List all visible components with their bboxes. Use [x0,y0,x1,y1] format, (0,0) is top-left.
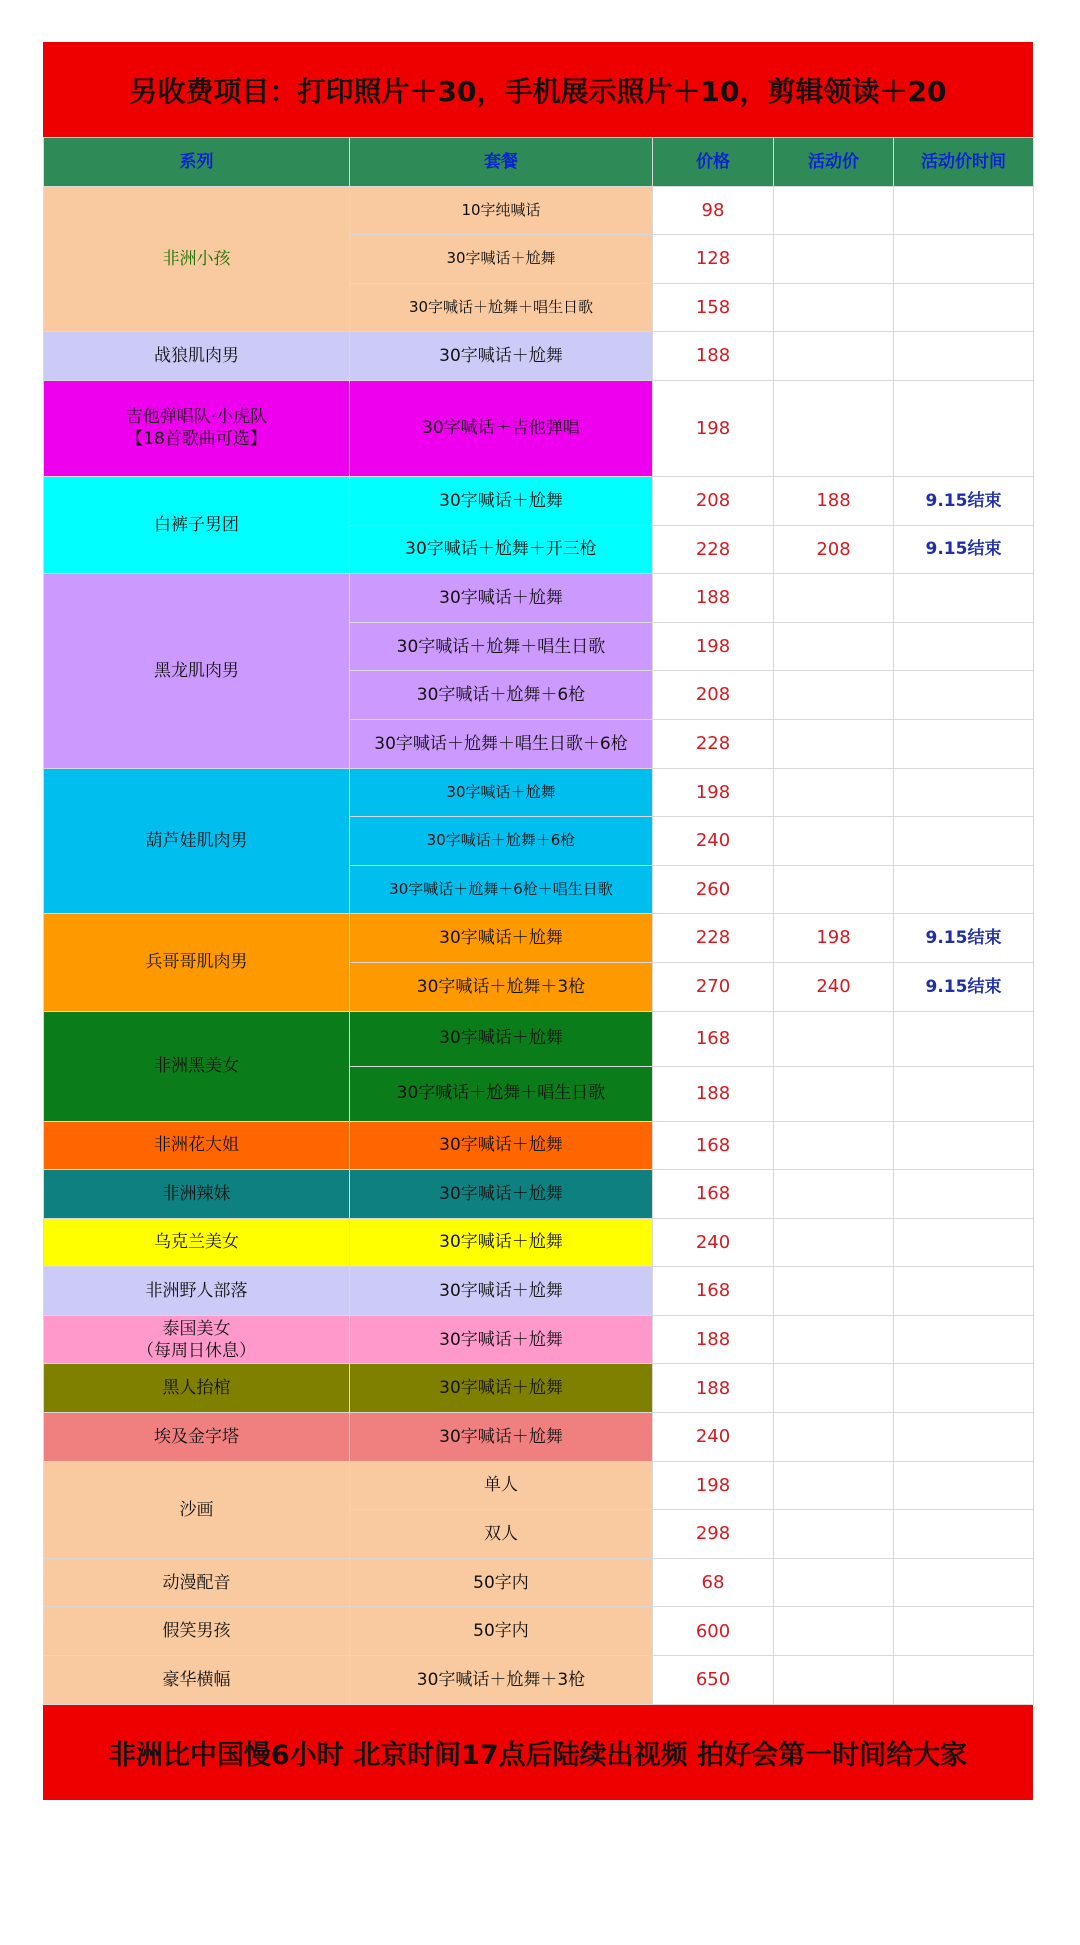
table-row [44,1364,1034,1413]
promo-price-cell [774,1121,894,1170]
series-cell: 假笑男孩 [44,1607,350,1656]
table-row [44,1461,1034,1510]
table-row [44,574,1034,623]
top-banner: 另收费项目：打印照片＋30，手机展示照片＋10，剪辑领读＋20 [43,42,1033,137]
price-cell: 188 [653,1315,774,1364]
package-cell: 30字喊话＋尬舞＋唱生日歌 [350,283,653,332]
package-cell: 30字喊话＋尬舞＋6枪＋唱生日歌 [350,865,653,914]
package-cell: 30字喊话＋尬舞＋3枪 [350,962,653,1011]
promo-time-cell [894,380,1034,476]
promo-price-cell [774,283,894,332]
promo-time-cell [894,1461,1034,1510]
package-cell: 30字喊话＋尬舞＋唱生日歌＋6枪 [350,719,653,768]
promo-price-cell [774,1315,894,1364]
price-cell: 240 [653,1413,774,1462]
promo-time-cell [894,1218,1034,1267]
price-cell: 198 [653,1461,774,1510]
series-cell: 埃及金字塔 [44,1413,350,1462]
promo-time-cell [894,1607,1034,1656]
promo-time-cell [894,1011,1034,1066]
price-cell: 198 [653,622,774,671]
price-cell: 188 [653,1364,774,1413]
package-cell: 30字喊话＋尬舞 [350,1267,653,1316]
price-cell: 188 [653,1066,774,1121]
promo-time-cell: 9.15结束 [894,962,1034,1011]
promo-price-cell [774,622,894,671]
header-series: 系列 [44,138,350,187]
price-table [43,137,1034,1705]
promo-time-cell [894,1656,1034,1705]
table-row [44,914,1034,963]
header-promo-price: 活动价 [774,138,894,187]
package-cell: 30字喊话＋尬舞 [350,768,653,817]
price-cell: 168 [653,1170,774,1219]
promo-price-cell [774,671,894,720]
promo-price-cell [774,768,894,817]
table-row [44,1558,1034,1607]
package-cell: 30字喊话＋尬舞＋6枪 [350,817,653,866]
promo-price-cell [774,235,894,284]
promo-time-cell [894,1121,1034,1170]
table-row [44,1011,1034,1066]
promo-price-cell [774,817,894,866]
price-cell: 158 [653,283,774,332]
series-cell: 豪华横幅 [44,1656,350,1705]
promo-price-cell [774,1510,894,1559]
package-cell: 30字喊话＋尬舞＋唱生日歌 [350,1066,653,1121]
promo-time-cell [894,865,1034,914]
table-row [44,1121,1034,1170]
series-cell: 非洲黑美女 [44,1011,350,1121]
promo-time-cell: 9.15结束 [894,476,1034,525]
price-cell: 228 [653,525,774,574]
promo-price-cell [774,865,894,914]
series-cell: 黑人抬棺 [44,1364,350,1413]
table-header-row [44,138,1034,187]
promo-time-cell [894,186,1034,235]
price-cell: 168 [653,1267,774,1316]
promo-price-cell: 208 [774,525,894,574]
promo-time-cell [894,1267,1034,1316]
price-cell: 260 [653,865,774,914]
series-cell: 白裤子男团 [44,476,350,573]
package-cell: 30字喊话＋尬舞 [350,1121,653,1170]
package-cell: 30字喊话＋尬舞 [350,235,653,284]
table-row [44,1607,1034,1656]
package-cell: 30字喊话＋尬舞＋6枪 [350,671,653,720]
price-cell: 68 [653,1558,774,1607]
price-cell: 240 [653,817,774,866]
promo-time-cell [894,1558,1034,1607]
promo-price-cell [774,186,894,235]
price-cell: 228 [653,719,774,768]
promo-time-cell [894,671,1034,720]
series-cell: 乌克兰美女 [44,1218,350,1267]
series-cell: 泰国美女 （每周日休息） [44,1315,350,1364]
price-cell: 198 [653,768,774,817]
package-cell: 30字喊话＋尬舞 [350,1413,653,1462]
promo-price-cell [774,1461,894,1510]
promo-price-cell [774,719,894,768]
promo-price-cell: 198 [774,914,894,963]
series-cell: 兵哥哥肌肉男 [44,914,350,1011]
promo-time-cell: 9.15结束 [894,914,1034,963]
table-body [44,186,1034,1704]
package-cell: 30字喊话＋尬舞 [350,1315,653,1364]
table-row [44,768,1034,817]
promo-time-cell [894,817,1034,866]
promo-price-cell [774,1656,894,1705]
header-package: 套餐 [350,138,653,187]
promo-price-cell [774,1218,894,1267]
promo-time-cell [894,719,1034,768]
promo-time-cell [894,235,1034,284]
package-cell: 双人 [350,1510,653,1559]
package-cell: 50字内 [350,1607,653,1656]
table-row [44,1170,1034,1219]
price-cell: 298 [653,1510,774,1559]
price-cell: 208 [653,476,774,525]
package-cell: 10字纯喊话 [350,186,653,235]
package-cell: 30字喊话＋尬舞 [350,1364,653,1413]
series-cell: 非洲辣妹 [44,1170,350,1219]
package-cell: 30字喊话＋尬舞 [350,574,653,623]
package-cell: 50字内 [350,1558,653,1607]
promo-time-cell [894,1315,1034,1364]
package-cell: 30字喊话＋尬舞＋开三枪 [350,525,653,574]
package-cell: 30字喊话＋尬舞 [350,1170,653,1219]
series-cell: 动漫配音 [44,1558,350,1607]
price-cell: 168 [653,1121,774,1170]
package-cell: 30字喊话＋尬舞 [350,332,653,381]
promo-time-cell [894,283,1034,332]
price-cell: 270 [653,962,774,1011]
table-row [44,380,1034,476]
price-cell: 128 [653,235,774,284]
series-cell: 非洲花大姐 [44,1121,350,1170]
price-cell: 650 [653,1656,774,1705]
table-row [44,1413,1034,1462]
package-cell: 单人 [350,1461,653,1510]
price-cell: 168 [653,1011,774,1066]
promo-price-cell [774,1011,894,1066]
promo-price-cell: 240 [774,962,894,1011]
price-cell: 98 [653,186,774,235]
series-cell: 沙画 [44,1461,350,1558]
price-cell: 240 [653,1218,774,1267]
series-cell: 葫芦娃肌肉男 [44,768,350,914]
promo-time-cell [894,768,1034,817]
promo-price-cell [774,332,894,381]
package-cell: 30字喊话＋尬舞＋唱生日歌 [350,622,653,671]
header-promo-time: 活动价时间 [894,138,1034,187]
price-cell: 600 [653,1607,774,1656]
promo-time-cell [894,622,1034,671]
table-row [44,186,1034,235]
series-cell: 非洲野人部落 [44,1267,350,1316]
table-row [44,476,1034,525]
series-cell: 战狼肌肉男 [44,332,350,381]
promo-time-cell [894,1364,1034,1413]
table-row [44,1315,1034,1364]
promo-time-cell [894,1170,1034,1219]
price-cell: 198 [653,380,774,476]
price-cell: 208 [653,671,774,720]
promo-time-cell [894,1066,1034,1121]
package-cell: 30字喊话＋吉他弹唱 [350,380,653,476]
price-document [43,42,1033,1800]
promo-price-cell [774,1170,894,1219]
price-cell: 188 [653,332,774,381]
promo-time-cell [894,1413,1034,1462]
price-cell: 188 [653,574,774,623]
header-price: 价格 [653,138,774,187]
promo-price-cell [774,1364,894,1413]
promo-time-cell [894,1510,1034,1559]
package-cell: 30字喊话＋尬舞 [350,914,653,963]
series-cell: 黑龙肌肉男 [44,574,350,768]
promo-price-cell [774,574,894,623]
table-row [44,1218,1034,1267]
series-cell: 非洲小孩 [44,186,350,332]
promo-time-cell [894,574,1034,623]
table-row [44,1267,1034,1316]
promo-price-cell [774,380,894,476]
table-row [44,332,1034,381]
package-cell: 30字喊话＋尬舞 [350,476,653,525]
package-cell: 30字喊话＋尬舞＋3枪 [350,1656,653,1705]
promo-price-cell [774,1066,894,1121]
promo-time-cell [894,332,1034,381]
package-cell: 30字喊话＋尬舞 [350,1011,653,1066]
promo-price-cell: 188 [774,476,894,525]
table-row [44,1656,1034,1705]
promo-time-cell: 9.15结束 [894,525,1034,574]
price-cell: 228 [653,914,774,963]
bottom-banner: 非洲比中国慢6小时 北京时间17点后陆续出视频 拍好会第一时间给大家 [43,1705,1033,1800]
promo-price-cell [774,1558,894,1607]
package-cell: 30字喊话＋尬舞 [350,1218,653,1267]
series-cell: 吉他弹唱队·小虎队 【18首歌曲可选】 [44,380,350,476]
promo-price-cell [774,1607,894,1656]
promo-price-cell [774,1267,894,1316]
promo-price-cell [774,1413,894,1462]
